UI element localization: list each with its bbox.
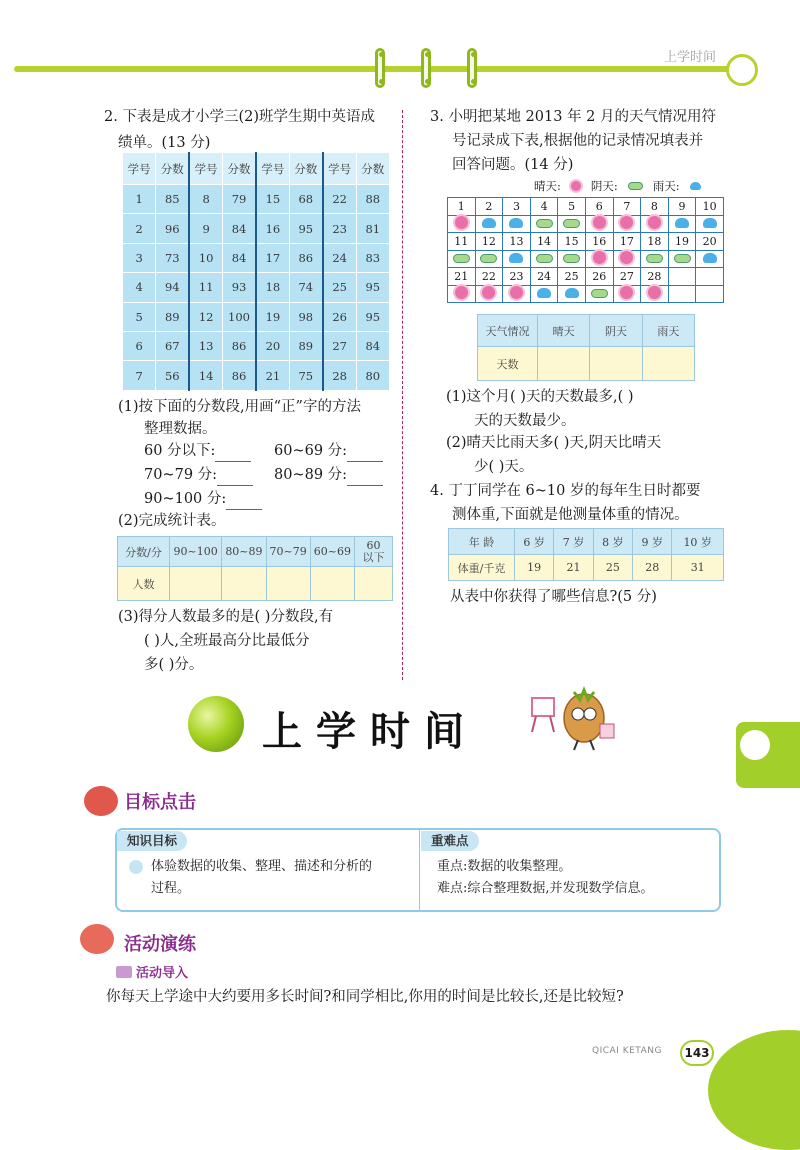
sun-icon — [648, 216, 661, 229]
sun-icon — [455, 216, 468, 229]
calendar-day-cell: 27 — [613, 268, 641, 286]
answer-cell[interactable] — [355, 567, 393, 601]
calendar-weather-cell — [475, 286, 503, 303]
calendar-weather-cell — [503, 251, 531, 268]
table-cell: 23 — [323, 214, 356, 243]
calendar-day-cell: 19 — [668, 233, 696, 251]
calendar-day-cell: 4 — [530, 198, 558, 216]
footer-brand: QICAI KETANG — [592, 1046, 662, 1056]
table-cell: 10 — [189, 243, 222, 272]
calendar-day-cell: 12 — [475, 233, 503, 251]
table-header-cell: 阴天 — [590, 315, 642, 347]
calendar-weather-row — [448, 286, 724, 303]
table-cell: 84 — [356, 331, 389, 360]
table-cell: 13 — [189, 331, 222, 360]
table-cell: 93 — [223, 273, 256, 302]
calendar-day-cell: 13 — [503, 233, 531, 251]
header-section-title: 上学时间 — [664, 50, 717, 65]
range-label: 90~100 分: — [144, 491, 227, 507]
table-header-cell: 学号 — [256, 153, 289, 185]
header-part: 60 — [366, 538, 381, 552]
table-cell: 16 — [256, 214, 289, 243]
calendar-weather-cell — [613, 286, 641, 303]
table-cell: 21 — [256, 361, 289, 390]
q3-prompt — [430, 106, 730, 176]
q3-sub2-line-2: 少( )天。 — [474, 459, 534, 475]
bunny-icon — [740, 730, 770, 760]
table-row — [123, 331, 390, 360]
activity-intro-label: 活动导入 — [136, 966, 189, 981]
q4-question: 从表中你获得了哪些信息?(5 分) — [450, 589, 657, 605]
table-header-cell: 晴天 — [538, 315, 590, 347]
table-cell: 25 — [323, 273, 356, 302]
calendar-weather-cell — [448, 251, 476, 268]
calendar-weather-row — [448, 251, 724, 268]
range-label: 60~69 分: — [274, 443, 348, 459]
range-blank[interactable] — [215, 448, 251, 462]
calendar-day-cell: 14 — [530, 233, 558, 251]
table-header-cell: 分数 — [156, 153, 189, 185]
answer-cell[interactable] — [170, 567, 222, 601]
table-cell: 56 — [156, 361, 189, 390]
table-cell: 96 — [156, 214, 189, 243]
goals-section-title: 目标点击 — [124, 792, 196, 813]
weight-table — [448, 528, 724, 581]
table-row — [123, 273, 390, 302]
table-header-cell: 学号 — [123, 153, 156, 185]
calendar-weather-cell — [585, 251, 613, 268]
key-point: 重点:数据的收集整理。 — [437, 859, 572, 874]
sun-icon — [620, 216, 633, 229]
bullet-icon — [129, 860, 143, 874]
table-header-cell: 学号 — [323, 153, 356, 185]
table-cell: 2 — [123, 214, 156, 243]
table-cell: 88 — [356, 185, 389, 214]
knowledge-line-2: 过程。 — [151, 881, 191, 896]
table-cell: 3 — [123, 243, 156, 272]
q3-sub2 — [446, 432, 736, 478]
key-points-text — [437, 856, 719, 900]
calendar-weather-cell — [585, 216, 613, 233]
table-row — [123, 302, 390, 331]
table-cell: 74 — [289, 273, 322, 302]
table-header-cell — [355, 537, 393, 567]
table-header-cell: 10 岁 — [672, 529, 724, 555]
rain-icon — [482, 218, 496, 228]
table-cell: 1 — [123, 185, 156, 214]
calendar-weather-cell — [503, 216, 531, 233]
knowledge-line-1: 体验数据的收集、整理、描述和分析的 — [151, 859, 373, 874]
table-header-cell: 60~69 — [310, 537, 354, 567]
table-header-cell: 分数 — [223, 153, 256, 185]
cloud-icon — [674, 254, 691, 263]
header-part: 以下 — [362, 550, 385, 564]
q2-sub3-line-3: 多( )分。 — [144, 657, 204, 673]
sun-icon — [620, 251, 633, 264]
apple-mascot-icon — [84, 786, 118, 816]
sun-icon — [571, 181, 581, 191]
q3-sub2-line-1: (2)晴天比雨天多( )天,阴天比晴天 — [446, 435, 662, 451]
table-cell: 28 — [323, 361, 356, 390]
binder-ring-icon — [375, 48, 385, 88]
calendar-day-cell: 21 — [448, 268, 476, 286]
column-divider — [402, 110, 403, 680]
calendar-weather-row — [448, 216, 724, 233]
q2-sub3-line-2: ( )人,全班最高分比最低分 — [144, 633, 310, 649]
q2-line-1: 2. 下表是成才小学三(2)班学生期中英语成 — [104, 109, 375, 125]
table-header-cell: 90~100 — [170, 537, 222, 567]
calendar-weather-cell — [585, 286, 613, 303]
table-cell: 86 — [223, 331, 256, 360]
cloud-icon — [591, 289, 608, 298]
page-number: 143 — [680, 1040, 714, 1066]
binder-ring-icon — [467, 48, 477, 88]
table-header-cell: 天气情况 — [478, 315, 538, 347]
key-points-tag: 重难点 — [421, 831, 479, 851]
calendar-weather-cell — [696, 286, 724, 303]
calendar-day-cell: 18 — [641, 233, 669, 251]
calendar-weather-cell — [475, 216, 503, 233]
answer-cell[interactable] — [642, 347, 694, 381]
table-header-cell: 8 岁 — [593, 529, 632, 555]
q2-sub1-line-1: (1)按下面的分数段,用画“正”字的方法 — [118, 399, 361, 415]
table-cell: 11 — [189, 273, 222, 302]
cloud-icon — [646, 254, 663, 263]
legend-sunny-label: 晴天: — [534, 179, 561, 193]
calendar-day-cell: 15 — [558, 233, 586, 251]
table-cell: 84 — [223, 214, 256, 243]
strawberry-mascot-icon — [80, 924, 114, 954]
calendar-day-cell: 25 — [558, 268, 586, 286]
q3-sub1-line-1: (1)这个月( )天的天数最多,( ) — [446, 389, 634, 405]
calendar-day-cell: 3 — [503, 198, 531, 216]
table-header-cell: 分数/分 — [118, 537, 170, 567]
table-cell: 18 — [256, 273, 289, 302]
cloud-icon — [628, 182, 643, 190]
table-cell: 95 — [356, 273, 389, 302]
table-cell: 95 — [289, 214, 322, 243]
calendar-weather-cell — [503, 286, 531, 303]
table-cell: 21 — [554, 555, 593, 581]
rain-icon — [565, 288, 579, 298]
corner-decoration — [708, 1030, 800, 1150]
calendar-day-cell: 5 — [558, 198, 586, 216]
q2-prompt — [104, 106, 400, 154]
table-cell: 84 — [223, 243, 256, 272]
q2-sub2: (2)完成统计表。 — [118, 513, 226, 529]
calendar-day-cell — [696, 268, 724, 286]
calendar-weather-cell — [668, 216, 696, 233]
table-header-cell: 80~89 — [222, 537, 266, 567]
q3-line-1: 3. 小明把某地 2013 年 2 月的天气情况用符 — [430, 109, 717, 125]
table-header-cell: 年 龄 — [449, 529, 515, 555]
cloud-icon — [480, 254, 497, 263]
calendar-weather-cell — [558, 216, 586, 233]
calendar-weather-cell — [558, 251, 586, 268]
table-header-cell: 9 岁 — [633, 529, 672, 555]
table-cell: 7 — [123, 361, 156, 390]
sun-icon — [648, 286, 661, 299]
range-blank[interactable] — [347, 472, 383, 486]
calendar-weather-cell — [668, 286, 696, 303]
range-fill-area — [144, 440, 394, 510]
table-cell: 85 — [156, 185, 189, 214]
knowledge-goal-tag: 知识目标 — [117, 831, 187, 851]
range-label: 80~89 分: — [274, 467, 348, 483]
hard-point: 难点:综合整理数据,并发现数学信息。 — [437, 881, 654, 896]
table-cell: 8 — [189, 185, 222, 214]
table-cell: 26 — [323, 302, 356, 331]
rain-icon — [509, 218, 523, 228]
table-header-cell: 雨天 — [642, 315, 694, 347]
q2-sub3-line-1: (3)得分人数最多的是( )分数段,有 — [118, 609, 334, 625]
calendar-weather-cell — [530, 216, 558, 233]
calendar-day-cell: 7 — [613, 198, 641, 216]
table-row — [123, 243, 390, 272]
banner-title: 上学时间 — [262, 709, 478, 755]
table-cell: 31 — [672, 555, 724, 581]
table-header-cell: 7 岁 — [554, 529, 593, 555]
calendar-weather-cell — [530, 286, 558, 303]
weather-legend — [534, 178, 701, 194]
calendar-weather-cell — [668, 251, 696, 268]
answer-cell[interactable] — [590, 347, 642, 381]
score-stat-table — [117, 536, 393, 601]
q4-line-2: 测体重,下面就是他测量体重的情况。 — [452, 507, 689, 523]
table-header-cell: 分数 — [356, 153, 389, 185]
calendar-weather-cell — [641, 251, 669, 268]
calendar-day-cell: 28 — [641, 268, 669, 286]
cloud-icon — [563, 219, 580, 228]
row-label: 人数 — [118, 567, 170, 601]
calendar-weather-cell — [696, 251, 724, 268]
answer-cell[interactable] — [538, 347, 590, 381]
binder-ring-icon — [421, 48, 431, 88]
table-row — [123, 185, 390, 214]
calendar-day-row — [448, 198, 724, 216]
rain-icon — [537, 288, 551, 298]
table-cell: 19 — [256, 302, 289, 331]
table-cell: 86 — [223, 361, 256, 390]
rain-icon — [509, 253, 523, 263]
sun-icon — [455, 286, 468, 299]
activity-question: 你每天上学途中大约要用多长时间?和同学相比,你用的时间是比较长,还是比较短? — [106, 989, 624, 1005]
table-cell: 12 — [189, 302, 222, 331]
table-cell: 73 — [156, 243, 189, 272]
table-header-cell: 70~79 — [266, 537, 310, 567]
table-cell: 24 — [323, 243, 356, 272]
table-cell: 80 — [356, 361, 389, 390]
table-cell: 27 — [323, 331, 356, 360]
table-cell: 79 — [223, 185, 256, 214]
cloud-icon — [563, 254, 580, 263]
table-cell: 6 — [123, 331, 156, 360]
calendar-weather-cell — [448, 286, 476, 303]
sun-icon — [593, 251, 606, 264]
table-cell: 83 — [356, 243, 389, 272]
q2-sub1 — [118, 396, 400, 440]
calendar-day-cell — [668, 268, 696, 286]
table-cell: 89 — [156, 302, 189, 331]
table-row — [123, 214, 390, 243]
header-bar — [14, 66, 734, 72]
table-cell: 17 — [256, 243, 289, 272]
calendar-weather-cell — [613, 216, 641, 233]
calendar-weather-cell — [613, 251, 641, 268]
sun-icon — [593, 216, 606, 229]
calendar-weather-cell — [558, 286, 586, 303]
calendar-weather-cell — [530, 251, 558, 268]
calendar-day-cell: 8 — [641, 198, 669, 216]
table-row — [123, 361, 390, 390]
rain-icon — [703, 253, 717, 263]
row-label: 天数 — [478, 347, 538, 381]
calendar-day-cell: 11 — [448, 233, 476, 251]
q3-sub1-line-2: 天的天数最少。 — [474, 413, 576, 429]
range-blank[interactable] — [347, 448, 383, 462]
range-label: 70~79 分: — [144, 467, 218, 483]
calendar-day-cell: 22 — [475, 268, 503, 286]
q2-line-2: 绩单。(13 分) — [118, 135, 211, 151]
table-cell: 25 — [593, 555, 632, 581]
weather-count-table — [477, 314, 695, 381]
range-label: 60 分以下: — [144, 443, 216, 459]
calendar-day-cell: 26 — [585, 268, 613, 286]
table-cell: 5 — [123, 302, 156, 331]
calendar-day-row — [448, 268, 724, 286]
rain-icon — [675, 218, 689, 228]
table-cell: 9 — [189, 214, 222, 243]
score-table — [122, 152, 390, 391]
pencil-icon — [116, 966, 132, 978]
calendar-weather-cell — [641, 216, 669, 233]
calendar-day-cell: 2 — [475, 198, 503, 216]
row-label: 体重/千克 — [449, 555, 515, 581]
table-cell: 94 — [156, 273, 189, 302]
sun-icon — [620, 286, 633, 299]
potato-mascot-icon — [526, 686, 618, 756]
table-cell: 28 — [633, 555, 672, 581]
calendar-day-cell: 9 — [668, 198, 696, 216]
calendar-weather-cell — [475, 251, 503, 268]
table-cell: 95 — [356, 302, 389, 331]
table-cell: 4 — [123, 273, 156, 302]
range-blank[interactable] — [226, 496, 262, 510]
calendar-day-row — [448, 233, 724, 251]
table-cell: 22 — [323, 185, 356, 214]
legend-cloudy-label: 阴天: — [590, 179, 618, 193]
calendar-day-cell: 1 — [448, 198, 476, 216]
sun-icon — [482, 286, 495, 299]
answer-cell[interactable] — [310, 567, 354, 601]
calendar-day-cell: 16 — [585, 233, 613, 251]
rain-icon — [690, 182, 701, 190]
table-header-cell: 学号 — [189, 153, 222, 185]
legend-rainy-label: 雨天: — [652, 179, 680, 193]
table-cell: 81 — [356, 214, 389, 243]
answer-cell[interactable] — [222, 567, 266, 601]
activity-section-title: 活动演练 — [124, 934, 196, 955]
calendar-day-cell: 6 — [585, 198, 613, 216]
calendar-weather-cell — [641, 286, 669, 303]
q4-prompt — [430, 480, 730, 526]
q3-line-2: 号记录成下表,根据他的记录情况填表并 — [452, 133, 704, 149]
table-cell: 68 — [289, 185, 322, 214]
green-ball-icon — [188, 696, 244, 752]
sun-icon — [510, 286, 523, 299]
table-header-cell: 分数 — [289, 153, 322, 185]
calendar-day-cell: 23 — [503, 268, 531, 286]
goals-box — [115, 828, 721, 912]
calendar-weather-cell — [696, 216, 724, 233]
answer-cell[interactable] — [266, 567, 310, 601]
table-cell: 19 — [515, 555, 554, 581]
table-cell: 67 — [156, 331, 189, 360]
rain-icon — [703, 218, 717, 228]
bunny-logo-icon — [726, 54, 758, 86]
calendar-day-cell: 10 — [696, 198, 724, 216]
table-cell: 14 — [189, 361, 222, 390]
calendar-day-cell: 17 — [613, 233, 641, 251]
cloud-icon — [536, 219, 553, 228]
calendar-weather-cell — [448, 216, 476, 233]
knowledge-goal-text — [129, 856, 411, 900]
q4-line-1: 4. 丁丁同学在 6~10 岁的每年生日时都要 — [430, 483, 701, 499]
calendar-day-cell: 20 — [696, 233, 724, 251]
table-cell: 98 — [289, 302, 322, 331]
cloud-icon — [536, 254, 553, 263]
q2-sub1-line-2: 整理数据。 — [144, 421, 217, 437]
q3-line-3: 回答问题。(14 分) — [452, 157, 574, 173]
cloud-icon — [453, 254, 470, 263]
table-cell: 86 — [289, 243, 322, 272]
table-cell: 89 — [289, 331, 322, 360]
q2-sub3 — [118, 606, 400, 676]
table-cell: 15 — [256, 185, 289, 214]
weather-calendar — [447, 197, 724, 303]
q3-sub1 — [446, 386, 736, 432]
table-header-cell: 6 岁 — [515, 529, 554, 555]
range-blank[interactable] — [217, 472, 253, 486]
calendar-day-cell: 24 — [530, 268, 558, 286]
table-cell: 75 — [289, 361, 322, 390]
table-cell: 100 — [223, 302, 256, 331]
table-cell: 20 — [256, 331, 289, 360]
